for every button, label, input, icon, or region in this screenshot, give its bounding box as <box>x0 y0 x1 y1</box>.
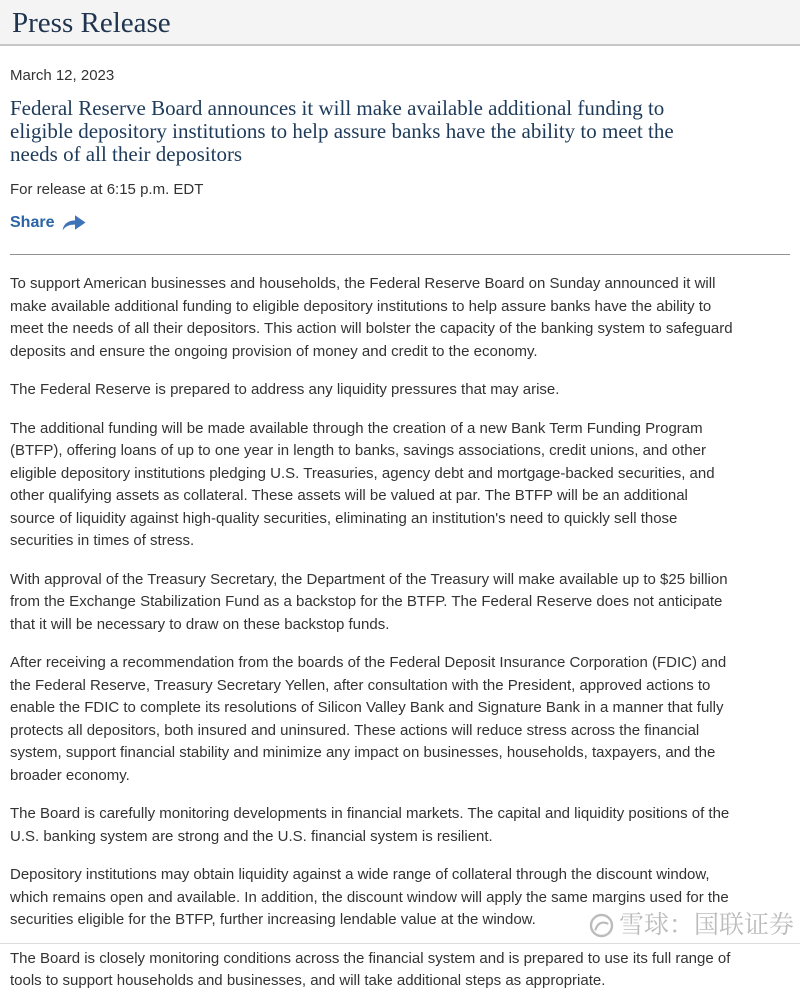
release-time: For release at 6:15 p.m. EDT <box>10 181 204 198</box>
paragraph: The Board is carefully monitoring developments in financial markets. The capital and liquidity positions of the U.S. banking system are strong and the U.S. financial system is resilient. <box>10 805 730 845</box>
paragraph: Depository institutions may obtain liquidity against a wide range of collateral through the discount window, which remains open and available. In addition, the discount window will apply the same margins used for the securities eligible for the BTFP, further increasing lendable value at the window. <box>10 866 729 928</box>
paragraph: With approval of the Treasury Secretary, the Department of the Treasury will make available up to $25 billion from the Exchange Stabilization Fund as a backstop for the BTFP. The Federal Reserve does not anticipate that it will be necessary to draw on these backstop funds. <box>10 570 728 633</box>
paragraph: The additional funding will be made available through the creation of a new Bank Term Funding Program (BTFP), offering loans of up to one year in length to banks, savings associations, credit unions, and other eligible depository institutions pledging U.S. Treasuries, agency debt and mortgage-backed securities, and other qualifying assets as collateral. These assets will be valued at par. The BTFP will be an additional source of liquidity against high-quality securities, eliminating an institution's need to quickly sell those securities in times of stress. <box>10 419 715 549</box>
paragraph: To support American businesses and households, the Federal Reserve Board on Sunday announced it will make available additional funding to eligible depository institutions to help assure banks have the ability to meet the needs of all their depositors. This action will bolster the capacity of the banking system to safeguard deposits and ensure the ongoing provision of money and credit to the economy. <box>10 275 733 360</box>
article-headline: Federal Reserve Board announces it will make available additional funding to eligible depository institutions to help assure banks have the ability to meet the needs of all their depositors <box>10 96 674 166</box>
share-arrow-icon <box>61 213 87 232</box>
article-date: March 12, 2023 <box>10 67 115 84</box>
paragraph: The Federal Reserve is prepared to address any liquidity pressures that may arise. <box>10 381 560 398</box>
article-body <box>10 273 790 993</box>
page-title: Press Release <box>12 7 171 39</box>
page-header <box>0 0 800 46</box>
section-divider <box>10 254 790 255</box>
article-content <box>0 67 800 993</box>
paragraph: The Board is closely monitoring conditions across the financial system and is prepared to use its full range of tools to support households and businesses, and will take additional steps as appropriate. <box>10 949 731 989</box>
paragraph: After receiving a recommendation from the boards of the Federal Deposit Insurance Corporation (FDIC) and the Federal Reserve, Treasury Secretary Yellen, after consultation with the President, approved actions to enable the FDIC to complete its resolutions of Silicon Valley Bank and Signature Bank in a manner that fully protects all depositors, both insured and uninsured. These actions will reduce stress across the financial system, support financial stability and minimize any impact on businesses, households, taxpayers, and the broader economy. <box>10 654 727 784</box>
share-button[interactable] <box>10 213 87 232</box>
share-label: Share <box>10 213 55 231</box>
watermark-text: 雪球：国联证券 <box>618 911 794 939</box>
